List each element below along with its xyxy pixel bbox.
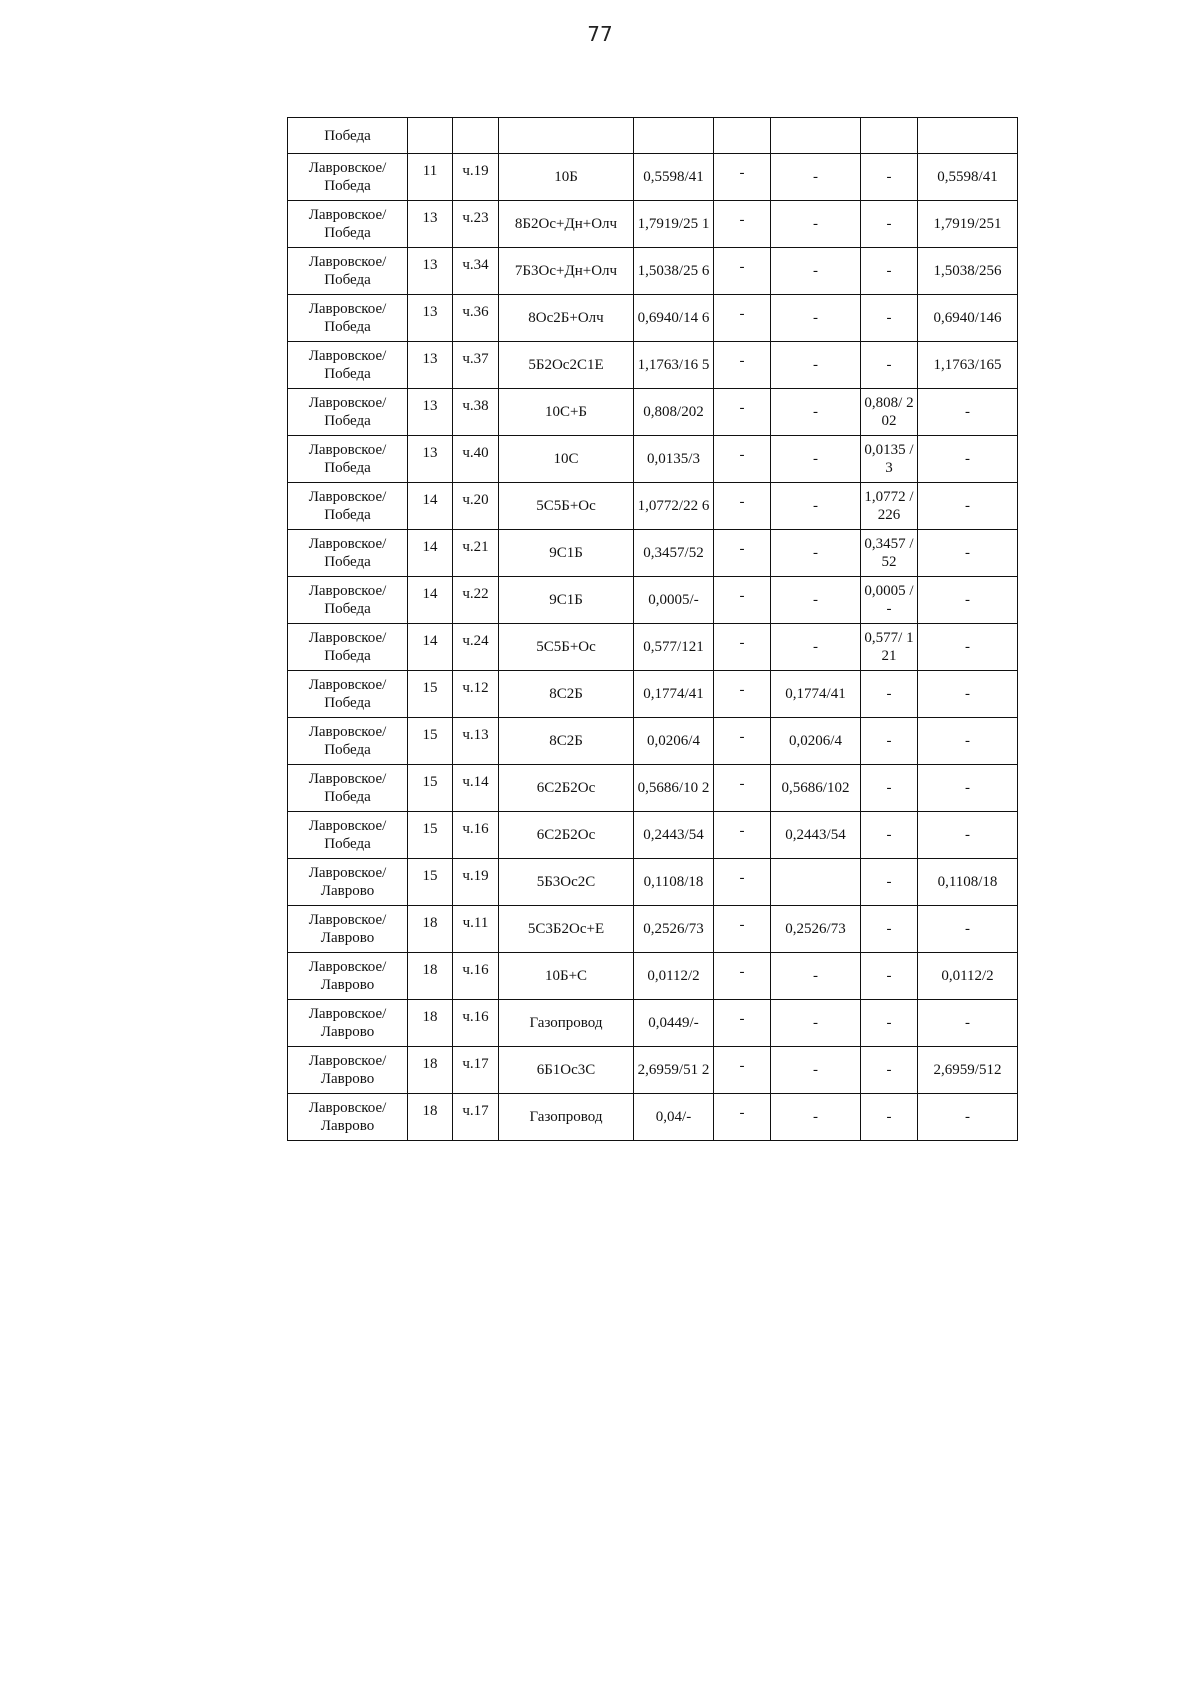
col7-cell: - [771, 953, 861, 1000]
table-row [288, 201, 1018, 248]
composition-cell: 10С [499, 436, 634, 483]
composition-cell: 5С3Б2Ос+Е [499, 906, 634, 953]
col9-cell: - [918, 530, 1018, 577]
quarter-cell: 15 [408, 859, 453, 906]
composition-cell: 6С2Б2Ос [499, 765, 634, 812]
table-row [288, 1047, 1018, 1094]
composition-cell: 9С1Б [499, 577, 634, 624]
col7-cell: - [771, 530, 861, 577]
col7-cell: - [771, 1000, 861, 1047]
page-number: 77 [587, 22, 613, 46]
quarter-cell: 14 [408, 624, 453, 671]
quarter-cell: 14 [408, 577, 453, 624]
col7-cell: - [771, 577, 861, 624]
table-row [288, 718, 1018, 765]
col8-cell: - [861, 765, 918, 812]
table-row [288, 671, 1018, 718]
col7-cell: 0,1774/41 [771, 671, 861, 718]
plot-cell: ч.16 [453, 953, 499, 1000]
col9-cell: - [918, 436, 1018, 483]
table-row [288, 953, 1018, 1000]
quarter-cell: 13 [408, 342, 453, 389]
forestry-tract-cell: Лавровское/ Победа [288, 248, 408, 295]
plot-cell: ч.37 [453, 342, 499, 389]
col6-cell: - [714, 953, 771, 1000]
col6-cell: - [714, 1000, 771, 1047]
col6-cell: - [714, 812, 771, 859]
quarter-cell: 15 [408, 812, 453, 859]
col6-cell: - [714, 906, 771, 953]
col9-cell [918, 118, 1018, 154]
col8-cell: - [861, 718, 918, 765]
table-row [288, 577, 1018, 624]
plot-cell: ч.19 [453, 859, 499, 906]
col9-cell: - [918, 389, 1018, 436]
col6-cell: - [714, 765, 771, 812]
col6-cell: - [714, 201, 771, 248]
forestry-tract-cell: Лавровское/ Победа [288, 154, 408, 201]
quarter-cell: 15 [408, 671, 453, 718]
col8-cell: - [861, 1094, 918, 1141]
quarter-cell [408, 118, 453, 154]
table-row [288, 1094, 1018, 1141]
area-cell: 0,0135/3 [634, 436, 714, 483]
col6-cell: - [714, 530, 771, 577]
plot-cell: ч.17 [453, 1047, 499, 1094]
plot-cell: ч.16 [453, 812, 499, 859]
col7-cell: - [771, 342, 861, 389]
quarter-cell: 13 [408, 436, 453, 483]
plot-cell: ч.12 [453, 671, 499, 718]
col7-cell: - [771, 201, 861, 248]
table-row [288, 154, 1018, 201]
col8-cell: 0,808/ 202 [861, 389, 918, 436]
area-cell: 0,3457/52 [634, 530, 714, 577]
quarter-cell: 18 [408, 953, 453, 1000]
col8-cell: - [861, 671, 918, 718]
col6-cell: - [714, 483, 771, 530]
composition-cell: 9С1Б [499, 530, 634, 577]
quarter-cell: 18 [408, 1000, 453, 1047]
col9-cell: - [918, 906, 1018, 953]
col7-cell: - [771, 248, 861, 295]
quarter-cell: 13 [408, 248, 453, 295]
col7-cell: - [771, 154, 861, 201]
quarter-cell: 18 [408, 1094, 453, 1141]
area-cell: 0,808/202 [634, 389, 714, 436]
table-row [288, 248, 1018, 295]
col7-cell [771, 859, 861, 906]
col8-cell: - [861, 201, 918, 248]
plot-cell: ч.20 [453, 483, 499, 530]
col6-cell: - [714, 577, 771, 624]
col7-cell: 0,5686/102 [771, 765, 861, 812]
forestry-tract-cell: Лавровское/ Победа [288, 530, 408, 577]
forestry-tract-cell: Лавровское/ Победа [288, 342, 408, 389]
col8-cell: - [861, 953, 918, 1000]
forestry-tract-cell: Лавровское/ Лаврово [288, 1094, 408, 1141]
area-cell: 0,5598/41 [634, 154, 714, 201]
table-row [288, 342, 1018, 389]
forestry-tract-cell: Лавровское/ Лаврово [288, 1000, 408, 1047]
quarter-cell: 14 [408, 530, 453, 577]
forestry-tract-cell: Лавровское/ Победа [288, 295, 408, 342]
composition-cell: 8С2Б [499, 718, 634, 765]
composition-cell: Газопровод [499, 1094, 634, 1141]
composition-cell: 10С+Б [499, 389, 634, 436]
col6-cell: - [714, 342, 771, 389]
area-cell: 0,04/- [634, 1094, 714, 1141]
area-cell: 0,577/121 [634, 624, 714, 671]
col6-cell: - [714, 389, 771, 436]
table-row [288, 436, 1018, 483]
col6-cell: - [714, 1047, 771, 1094]
col9-cell: 2,6959/512 [918, 1047, 1018, 1094]
plot-cell: ч.23 [453, 201, 499, 248]
forestry-tract-cell: Лавровское/ Лаврово [288, 906, 408, 953]
col8-cell: 1,0772 /226 [861, 483, 918, 530]
area-cell: 0,2443/54 [634, 812, 714, 859]
col9-cell: - [918, 624, 1018, 671]
composition-cell: 5С5Б+Ос [499, 624, 634, 671]
col6-cell: - [714, 718, 771, 765]
col9-cell: 0,6940/146 [918, 295, 1018, 342]
forestry-tract-cell: Лавровское/ Лаврово [288, 953, 408, 1000]
col6-cell: - [714, 1094, 771, 1141]
col7-cell: - [771, 1094, 861, 1141]
col9-cell: 0,5598/41 [918, 154, 1018, 201]
composition-cell: 5С5Б+Ос [499, 483, 634, 530]
col6-cell: - [714, 624, 771, 671]
plot-cell: ч.14 [453, 765, 499, 812]
forestry-tract-cell: Лавровское/ Лаврово [288, 859, 408, 906]
forestry-tract-cell: Лавровское/ Победа [288, 483, 408, 530]
area-cell: 0,1774/41 [634, 671, 714, 718]
forestry-tract-cell: Лавровское/ Победа [288, 389, 408, 436]
quarter-cell: 18 [408, 906, 453, 953]
quarter-cell: 13 [408, 201, 453, 248]
composition-cell: 5Б2Ос2С1Е [499, 342, 634, 389]
col7-cell [771, 118, 861, 154]
col9-cell: 0,0112/2 [918, 953, 1018, 1000]
col9-cell: - [918, 718, 1018, 765]
plot-cell: ч.16 [453, 1000, 499, 1047]
table-row [288, 859, 1018, 906]
plot-cell: ч.38 [453, 389, 499, 436]
forestry-tract-cell: Лавровское/ Победа [288, 624, 408, 671]
col7-cell: 0,0206/4 [771, 718, 861, 765]
col9-cell: - [918, 483, 1018, 530]
area-cell: 1,1763/16 5 [634, 342, 714, 389]
forestry-tract-cell: Лавровское/ Победа [288, 577, 408, 624]
forestry-tract-cell: Лавровское/ Победа [288, 671, 408, 718]
quarter-cell: 13 [408, 295, 453, 342]
area-cell: 0,0206/4 [634, 718, 714, 765]
col7-cell: - [771, 483, 861, 530]
col8-cell: - [861, 295, 918, 342]
plot-cell [453, 118, 499, 154]
col8-cell: - [861, 1047, 918, 1094]
area-cell: 2,6959/51 2 [634, 1047, 714, 1094]
table-row [288, 765, 1018, 812]
forestry-tract-cell: Лавровское/ Лаврово [288, 1047, 408, 1094]
forestry-tract-cell: Лавровское/ Победа [288, 812, 408, 859]
col6-cell: - [714, 295, 771, 342]
area-cell: 0,6940/14 6 [634, 295, 714, 342]
composition-cell: 5Б3Ос2С [499, 859, 634, 906]
composition-cell: 10Б+С [499, 953, 634, 1000]
quarter-cell: 11 [408, 154, 453, 201]
plot-cell: ч.19 [453, 154, 499, 201]
area-cell: 0,1108/18 [634, 859, 714, 906]
composition-cell: 6С2Б2Ос [499, 812, 634, 859]
area-cell [634, 118, 714, 154]
col7-cell: 0,2526/73 [771, 906, 861, 953]
col8-cell: - [861, 812, 918, 859]
quarter-cell: 18 [408, 1047, 453, 1094]
plot-cell: ч.11 [453, 906, 499, 953]
col8-cell: - [861, 154, 918, 201]
composition-cell: 10Б [499, 154, 634, 201]
col7-cell: - [771, 436, 861, 483]
col9-cell: - [918, 1000, 1018, 1047]
col9-cell: - [918, 812, 1018, 859]
composition-cell: 8Ос2Б+Олч [499, 295, 634, 342]
plot-cell: ч.34 [453, 248, 499, 295]
col9-cell: 0,1108/18 [918, 859, 1018, 906]
plot-cell: ч.24 [453, 624, 499, 671]
area-cell: 0,0112/2 [634, 953, 714, 1000]
plot-cell: ч.40 [453, 436, 499, 483]
area-cell: 0,5686/10 2 [634, 765, 714, 812]
col9-cell: 1,1763/165 [918, 342, 1018, 389]
col9-cell: - [918, 577, 1018, 624]
col9-cell: 1,7919/251 [918, 201, 1018, 248]
area-cell: 1,7919/25 1 [634, 201, 714, 248]
area-cell: 0,0005/- [634, 577, 714, 624]
forestry-tract-cell: Лавровское/ Победа [288, 765, 408, 812]
plot-cell: ч.36 [453, 295, 499, 342]
table-body [288, 118, 1018, 1141]
col6-cell: - [714, 154, 771, 201]
col8-cell: - [861, 342, 918, 389]
table-row [288, 389, 1018, 436]
quarter-cell: 13 [408, 389, 453, 436]
table-row [288, 295, 1018, 342]
quarter-cell: 14 [408, 483, 453, 530]
col6-cell: - [714, 859, 771, 906]
col6-cell: - [714, 671, 771, 718]
area-cell: 0,0449/- [634, 1000, 714, 1047]
col6-cell: - [714, 436, 771, 483]
table-row [288, 812, 1018, 859]
table-row [288, 118, 1018, 154]
col8-cell: - [861, 859, 918, 906]
plot-cell: ч.17 [453, 1094, 499, 1141]
quarter-cell: 15 [408, 765, 453, 812]
col8-cell: - [861, 248, 918, 295]
col8-cell: 0,577/ 121 [861, 624, 918, 671]
composition-cell: 7Б3Ос+Дн+Олч [499, 248, 634, 295]
table-row [288, 624, 1018, 671]
table-row [288, 906, 1018, 953]
col7-cell: - [771, 1047, 861, 1094]
col9-cell: - [918, 1094, 1018, 1141]
table-row [288, 1000, 1018, 1047]
table-row [288, 483, 1018, 530]
col8-cell: - [861, 906, 918, 953]
col7-cell: 0,2443/54 [771, 812, 861, 859]
plot-cell: ч.21 [453, 530, 499, 577]
forestry-tract-cell: Лавровское/ Победа [288, 436, 408, 483]
quarter-cell: 15 [408, 718, 453, 765]
plot-cell: ч.22 [453, 577, 499, 624]
col8-cell: 0,0005 /- [861, 577, 918, 624]
col9-cell: - [918, 765, 1018, 812]
col7-cell: - [771, 389, 861, 436]
col9-cell: - [918, 671, 1018, 718]
table-row [288, 530, 1018, 577]
col6-cell: - [714, 248, 771, 295]
forestry-tract-cell: Лавровское/ Победа [288, 201, 408, 248]
composition-cell: 8С2Б [499, 671, 634, 718]
col6-cell [714, 118, 771, 154]
area-cell: 0,2526/73 [634, 906, 714, 953]
col8-cell: 0,3457 /52 [861, 530, 918, 577]
forestry-tract-cell: Победа [288, 118, 408, 154]
composition-cell [499, 118, 634, 154]
area-cell: 1,0772/22 6 [634, 483, 714, 530]
composition-cell: Газопровод [499, 1000, 634, 1047]
forestry-tract-cell: Лавровское/ Победа [288, 718, 408, 765]
col9-cell: 1,5038/256 [918, 248, 1018, 295]
col8-cell [861, 118, 918, 154]
area-cell: 1,5038/25 6 [634, 248, 714, 295]
col7-cell: - [771, 295, 861, 342]
plot-cell: ч.13 [453, 718, 499, 765]
composition-cell: 6Б1Ос3С [499, 1047, 634, 1094]
col8-cell: - [861, 1000, 918, 1047]
composition-cell: 8Б2Ос+Дн+Олч [499, 201, 634, 248]
col7-cell: - [771, 624, 861, 671]
col8-cell: 0,0135 /3 [861, 436, 918, 483]
forest-plots-table [287, 117, 1018, 1141]
